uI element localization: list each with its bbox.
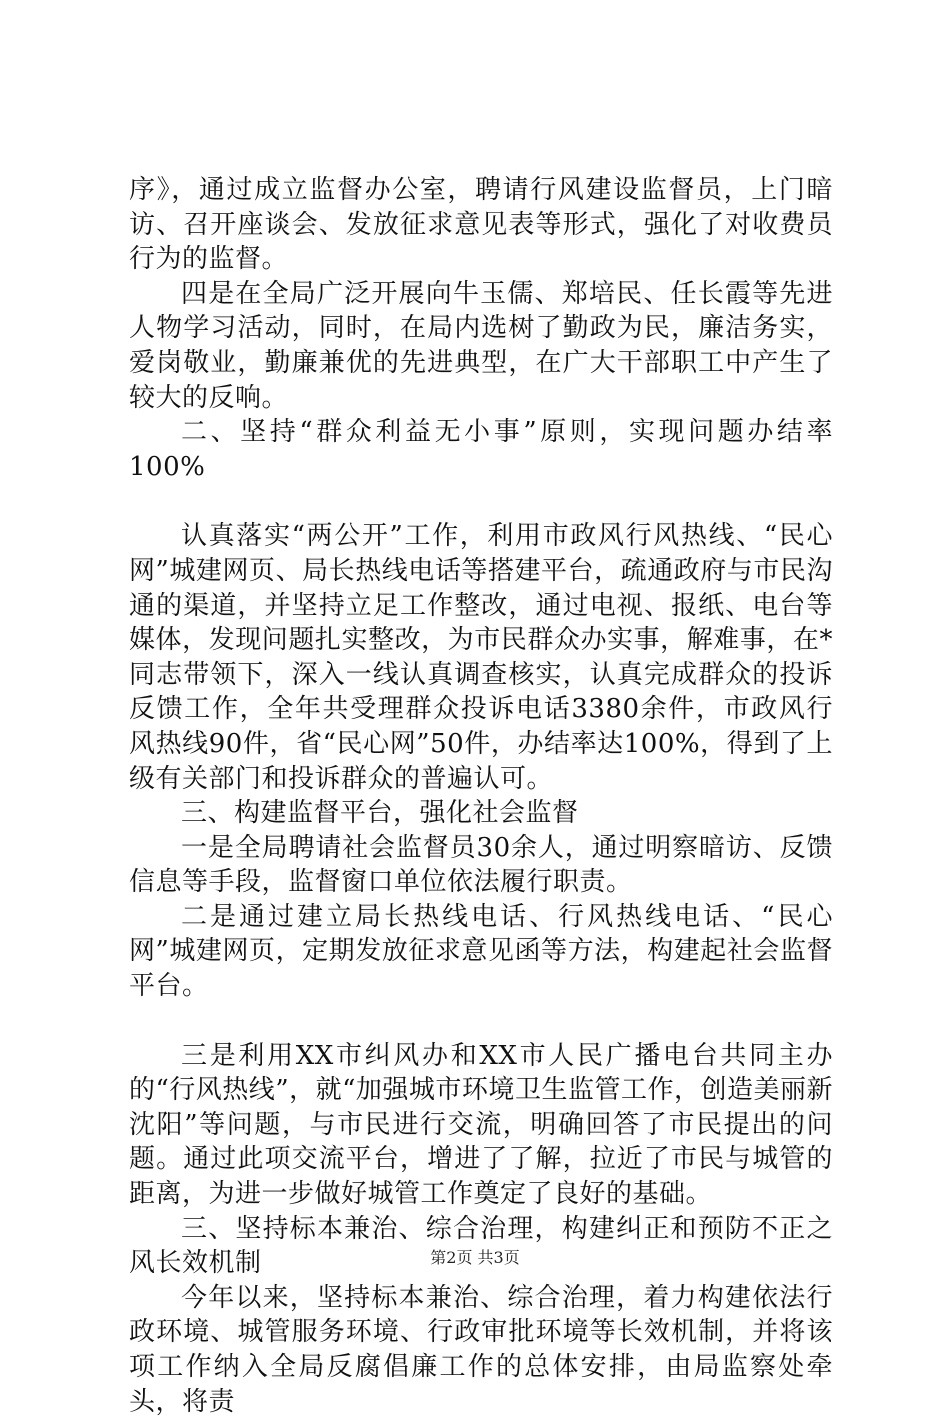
paragraph-item-one: 一是全局聘请社会监督员30余人，通过明察暗访、反馈信息等手段，监督窗口单位依法履行职责。 <box>129 832 833 898</box>
section-heading-two: 二、坚持“群众利益无小事”原则，实现问题办结率100% <box>129 417 833 482</box>
paragraph-item-two: 二是通过建立局长热线电话、行风热线电话、“民心网”城建网页，定期发放征求意见函等方法，构建起社会监督平台。 <box>129 901 833 1002</box>
section-heading-three: 三、构建监督平台，强化社会监督 <box>181 798 579 829</box>
paragraph-continuation: 序》，通过成立监督办公室，聘请行风建设监督员，上门暗访、召开座谈会、发放征求意见表等形式，强化了对收费员行为的监督。 <box>129 175 833 275</box>
paragraph-this-year: 今年以来，坚持标本兼治、综合治理，着力构建依法行政环境、城管服务环境、行政审批环境等长效机制，并将该项工作纳入全局反腐倡廉工作的总体安排，由局监察处牵头，将责 <box>129 1282 833 1417</box>
paragraph-hotline: 认真落实“两公开”工作，利用市政风行风热线、“民心网”城建网页、局长热线电话等搭建平台，疏通政府与市民沟通的渠道，并坚持立足工作整改，通过电视、报纸、电台等媒体，发现问题扎实整改，为市民群众办实事，解难事，在*同志带领下，深入一线认真调查核实，认真完成群众的投诉反馈工作，全年共受理群众投诉电话3380余件，市政风行风热线90件，省“民心网”50件，办结率达100%，得到了上级有关部门和投诉群众的普遍认可。 <box>129 521 833 794</box>
paragraph-gap <box>129 1004 833 1039</box>
document-body <box>129 173 833 1419</box>
paragraph-gap <box>129 484 833 519</box>
section-heading-three-b: 三、坚持标本兼治、综合治理，构建纠正和预防不正之风长效机制 <box>129 1213 833 1279</box>
paragraph-item-four: 四是在全局广泛开展向牛玉儒、郑培民、任长霞等先进人物学习活动，同时，在局内选树了勤政为民，廉洁务实，爱岗敬业，勤廉兼优的先进典型，在广大干部职工中产生了较大的反响。 <box>129 278 833 413</box>
page-footer: 第2页 共3页 <box>430 1248 520 1267</box>
paragraph-item-three: 三是利用XX市纠风办和XX市人民广播电台共同主办的“行风热线”，就“加强城市环境卫生监管工作，创造美丽新沈阳”等问题，与市民进行交流，明确回答了市民提出的问题。通过此项交流平台，增进了了解，拉近了市民与城管的距离，为进一步做好城管工作奠定了良好的基础。 <box>129 1040 833 1210</box>
